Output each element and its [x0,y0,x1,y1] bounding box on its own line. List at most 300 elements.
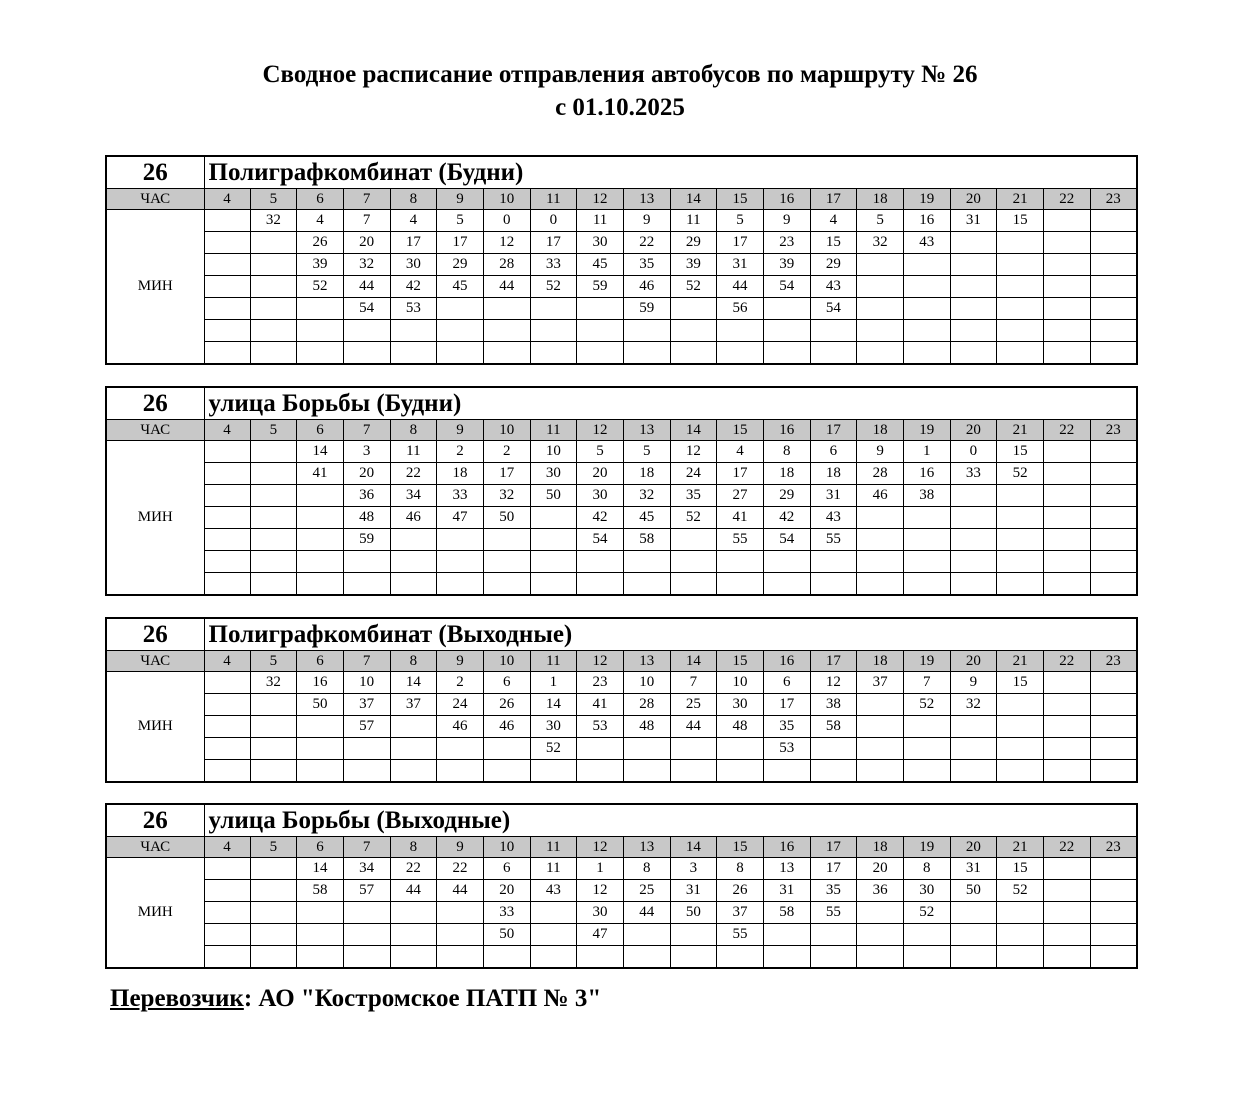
minute-cell [204,210,250,232]
minute-cell [250,441,297,463]
minute-cell [763,320,810,342]
minute-cell [810,342,857,365]
minute-cell [343,760,390,783]
minute-cell: 53 [763,738,810,760]
minute-cell: 54 [810,298,857,320]
minute-cell: 17 [390,232,437,254]
minute-cell: 34 [343,858,390,880]
minute-cell: 48 [717,716,764,738]
title-line-1: Сводное расписание отправления автобусов по маршруту № 26 [262,61,978,88]
minute-cell [530,924,577,946]
minute-cell: 22 [390,858,437,880]
minute-cell: 8 [903,858,950,880]
minute-cell [997,694,1044,716]
minute-cell [1043,320,1090,342]
minute-cell [1043,463,1090,485]
minute-cell: 30 [903,880,950,902]
minute-cell: 38 [903,485,950,507]
hour-cell: 17 [810,651,857,672]
hour-cell: 22 [1043,651,1090,672]
minute-cell: 41 [717,507,764,529]
minute-cell: 53 [390,298,437,320]
minute-cell [670,342,717,365]
minute-cell [1043,342,1090,365]
minute-row [106,716,1137,738]
minute-cell [857,902,904,924]
minute-cell [717,551,764,573]
hour-cell: 15 [717,837,764,858]
minute-cell: 35 [763,716,810,738]
minute-cell [1043,232,1090,254]
minute-cell [250,485,297,507]
minute-cell: 46 [390,507,437,529]
minute-cell [250,924,297,946]
hour-cell: 11 [530,189,577,210]
hour-cell: 8 [390,651,437,672]
minute-cell [670,924,717,946]
minute-cell [483,551,530,573]
minute-cell: 8 [623,858,670,880]
minute-cell: 20 [857,858,904,880]
minute-cell: 52 [670,276,717,298]
hour-cell: 21 [997,837,1044,858]
minute-cell: 4 [717,441,764,463]
minute-row [106,858,1137,880]
minute-cell [483,760,530,783]
minute-cell [250,946,297,969]
minute-row [106,342,1137,365]
hour-cell: 5 [250,837,297,858]
minute-cell: 52 [997,880,1044,902]
minute-cell: 36 [343,485,390,507]
minute-cell [997,760,1044,783]
minute-cell [297,573,344,596]
hour-cell: 5 [250,651,297,672]
hour-cell: 11 [530,837,577,858]
minute-cell [1043,529,1090,551]
minute-cell [950,551,997,573]
minute-cell: 50 [297,694,344,716]
hour-cell: 5 [250,189,297,210]
minute-cell [204,716,250,738]
minute-cell [810,551,857,573]
minute-cell [1090,551,1137,573]
minute-row [106,298,1137,320]
minute-cell: 4 [390,210,437,232]
hour-cell: 10 [483,837,530,858]
minute-cell [950,738,997,760]
hour-cell: 18 [857,420,904,441]
minute-cell [204,946,250,969]
minute-cell: 37 [390,694,437,716]
hour-cell: 18 [857,837,904,858]
minute-cell [1043,551,1090,573]
hour-label: ЧАС [106,837,204,858]
minute-cell [530,320,577,342]
hour-cell: 20 [950,651,997,672]
minute-cell [857,738,904,760]
hour-cell: 7 [343,837,390,858]
minute-cell [483,738,530,760]
minute-cell [1090,902,1137,924]
minute-cell: 11 [670,210,717,232]
minute-cell [297,902,344,924]
minute-cell [950,298,997,320]
minute-cell: 17 [530,232,577,254]
minute-cell [857,320,904,342]
stop-name: улица Борьбы (Будни) [204,387,1137,420]
hour-cell: 13 [623,420,670,441]
minute-row [106,529,1137,551]
minute-cell: 32 [857,232,904,254]
minute-cell [623,342,670,365]
minute-cell: 30 [577,485,624,507]
minute-cell [623,738,670,760]
minute-cell: 30 [717,694,764,716]
minute-cell [390,760,437,783]
hour-cell: 23 [1090,189,1137,210]
minute-cell [810,738,857,760]
minute-cell [903,924,950,946]
minute-cell [997,485,1044,507]
minute-row [106,485,1137,507]
schedule-grid [105,803,1138,969]
minute-cell [297,946,344,969]
minute-cell [204,529,250,551]
minute-cell [483,573,530,596]
minute-cell [577,298,624,320]
minute-cell: 10 [343,672,390,694]
minute-cell: 50 [483,507,530,529]
minute-cell [1090,254,1137,276]
minute-cell [250,694,297,716]
hour-cell: 10 [483,189,530,210]
minute-cell: 48 [343,507,390,529]
minute-cell: 50 [950,880,997,902]
minute-cell [997,946,1044,969]
minute-cell: 2 [437,672,484,694]
minute-cell: 44 [343,276,390,298]
minute-cell [1090,672,1137,694]
hour-cell: 13 [623,651,670,672]
hour-cell: 17 [810,420,857,441]
minute-cell [857,254,904,276]
minute-cell [670,320,717,342]
stop-name: Полиграфкомбинат (Выходные) [204,618,1137,651]
minute-cell: 44 [390,880,437,902]
minute-cell [997,551,1044,573]
minute-cell: 15 [997,858,1044,880]
minute-cell [204,276,250,298]
minute-cell: 7 [343,210,390,232]
minute-cell: 24 [437,694,484,716]
minute-cell: 15 [997,210,1044,232]
minute-cell [670,760,717,783]
minute-label: МИН [106,441,204,596]
route-number: 26 [106,618,204,651]
minute-row [106,760,1137,783]
minute-cell: 14 [297,858,344,880]
minute-cell [437,946,484,969]
minute-cell: 17 [483,463,530,485]
minute-cell: 46 [483,716,530,738]
minute-cell [717,573,764,596]
minute-cell [250,858,297,880]
minute-cell [1090,924,1137,946]
hour-cell: 4 [204,837,250,858]
minute-cell [204,551,250,573]
minute-cell: 17 [763,694,810,716]
minute-cell: 55 [810,902,857,924]
minute-cell: 32 [343,254,390,276]
minute-cell [297,298,344,320]
minute-cell: 10 [623,672,670,694]
minute-row [106,902,1137,924]
minute-cell: 55 [717,924,764,946]
minute-cell [437,738,484,760]
minute-cell [577,320,624,342]
minute-cell: 6 [483,672,530,694]
minute-cell [1043,716,1090,738]
hour-label: ЧАС [106,420,204,441]
hour-cell: 23 [1090,837,1137,858]
minute-cell: 52 [903,694,950,716]
minute-cell: 52 [670,507,717,529]
minute-cell [997,902,1044,924]
minute-cell: 16 [903,210,950,232]
minute-cell [1090,858,1137,880]
minute-cell: 31 [717,254,764,276]
minute-cell: 18 [810,463,857,485]
minute-cell: 30 [530,463,577,485]
minute-cell [1090,507,1137,529]
minute-cell [343,738,390,760]
hour-cell: 4 [204,420,250,441]
minute-cell [437,760,484,783]
minute-cell: 37 [343,694,390,716]
minute-cell [1090,529,1137,551]
minute-cell [1043,254,1090,276]
minute-cell: 58 [297,880,344,902]
minute-cell [577,551,624,573]
minute-cell [437,298,484,320]
minute-cell [250,320,297,342]
minute-cell: 33 [483,902,530,924]
minute-cell [530,507,577,529]
minute-cell [250,298,297,320]
minute-cell [997,320,1044,342]
minute-cell [857,342,904,365]
hour-cell: 22 [1043,189,1090,210]
minute-cell: 30 [577,232,624,254]
minute-cell [763,760,810,783]
minute-cell [623,946,670,969]
minute-cell [810,760,857,783]
minute-cell [1043,573,1090,596]
minute-cell [950,254,997,276]
minute-cell [1043,760,1090,783]
minute-cell [204,880,250,902]
minute-cell [1090,463,1137,485]
minute-cell: 52 [530,738,577,760]
hour-cell: 21 [997,651,1044,672]
minute-cell [623,573,670,596]
minute-cell [530,298,577,320]
minute-cell [297,529,344,551]
minute-cell [810,924,857,946]
hour-cell: 20 [950,420,997,441]
minute-cell: 17 [717,463,764,485]
minute-cell: 4 [810,210,857,232]
minute-cell [1090,276,1137,298]
minute-cell [297,320,344,342]
minute-cell [1090,298,1137,320]
minute-cell [903,573,950,596]
minute-cell [857,551,904,573]
hour-cell: 18 [857,651,904,672]
minute-cell [1043,210,1090,232]
minute-cell [950,342,997,365]
minute-cell: 27 [717,485,764,507]
minute-row [106,507,1137,529]
minute-cell [997,716,1044,738]
minute-cell: 52 [530,276,577,298]
minute-cell [903,320,950,342]
minute-row [106,320,1137,342]
minute-cell [903,342,950,365]
minute-cell [950,320,997,342]
minute-cell [763,342,810,365]
minute-cell: 26 [297,232,344,254]
minute-cell: 5 [623,441,670,463]
minute-cell [670,529,717,551]
minute-cell: 8 [763,441,810,463]
minute-cell: 45 [577,254,624,276]
minute-cell [390,716,437,738]
minute-cell: 34 [390,485,437,507]
minute-cell [903,551,950,573]
minute-cell [997,232,1044,254]
minute-cell: 58 [810,716,857,738]
minute-cell: 24 [670,463,717,485]
minute-cell: 23 [577,672,624,694]
minute-cell: 14 [390,672,437,694]
minute-cell [204,738,250,760]
minute-cell: 25 [623,880,670,902]
minute-cell: 48 [623,716,670,738]
minute-cell [670,738,717,760]
minute-cell: 7 [903,672,950,694]
minute-cell: 20 [577,463,624,485]
minute-cell [950,946,997,969]
hour-cell: 6 [297,420,344,441]
minute-cell [950,902,997,924]
minute-cell: 33 [530,254,577,276]
minute-cell [670,298,717,320]
minute-cell [857,760,904,783]
minute-cell [390,529,437,551]
minute-cell: 31 [810,485,857,507]
minute-cell: 9 [763,210,810,232]
minute-cell [1043,924,1090,946]
minute-cell: 44 [623,902,670,924]
minute-cell [1043,485,1090,507]
minute-cell: 9 [950,672,997,694]
minute-cell: 31 [763,880,810,902]
minute-cell: 17 [437,232,484,254]
minute-cell: 8 [717,858,764,880]
hour-cell: 10 [483,651,530,672]
schedule-grid [105,386,1138,596]
minute-cell [997,276,1044,298]
schedule-grid [105,155,1138,365]
minute-cell [1090,946,1137,969]
minute-cell [950,924,997,946]
hour-cell: 15 [717,420,764,441]
minute-cell: 58 [623,529,670,551]
minute-cell: 1 [903,441,950,463]
minute-cell [997,738,1044,760]
minute-cell [297,485,344,507]
minute-cell [1043,507,1090,529]
minute-cell [343,902,390,924]
minute-cell [950,716,997,738]
minute-cell: 29 [763,485,810,507]
minute-cell [483,529,530,551]
hour-cell: 12 [577,189,624,210]
minute-cell [903,738,950,760]
stop-name: улица Борьбы (Выходные) [204,804,1137,837]
hour-cell: 6 [297,189,344,210]
minute-cell [950,573,997,596]
hour-cell: 14 [670,189,717,210]
minute-cell: 5 [437,210,484,232]
hour-cell: 14 [670,837,717,858]
minute-cell [903,760,950,783]
route-number: 26 [106,387,204,420]
minute-row [106,276,1137,298]
minute-cell: 22 [623,232,670,254]
hour-cell: 17 [810,837,857,858]
minute-cell [1090,232,1137,254]
minute-cell: 14 [530,694,577,716]
minute-cell [810,573,857,596]
minute-cell [857,276,904,298]
minute-cell: 12 [577,880,624,902]
minute-cell [857,716,904,738]
minute-cell [950,507,997,529]
minute-cell: 17 [810,858,857,880]
schedule-table-poligraf-weekends [105,617,1136,783]
minute-cell [903,276,950,298]
minute-cell: 29 [437,254,484,276]
minute-cell: 54 [343,298,390,320]
minute-cell: 35 [810,880,857,902]
minute-cell: 50 [483,924,530,946]
minute-cell: 43 [810,276,857,298]
minute-cell [343,573,390,596]
minute-cell [577,573,624,596]
minute-cell: 4 [297,210,344,232]
minute-cell [670,946,717,969]
minute-label: МИН [106,210,204,365]
hour-cell: 11 [530,651,577,672]
minute-cell [1090,342,1137,365]
minute-cell: 42 [577,507,624,529]
carrier-name: : АО "Костромское ПАТП № 3" [243,985,602,1012]
minute-cell [1090,441,1137,463]
hour-cell: 9 [437,420,484,441]
